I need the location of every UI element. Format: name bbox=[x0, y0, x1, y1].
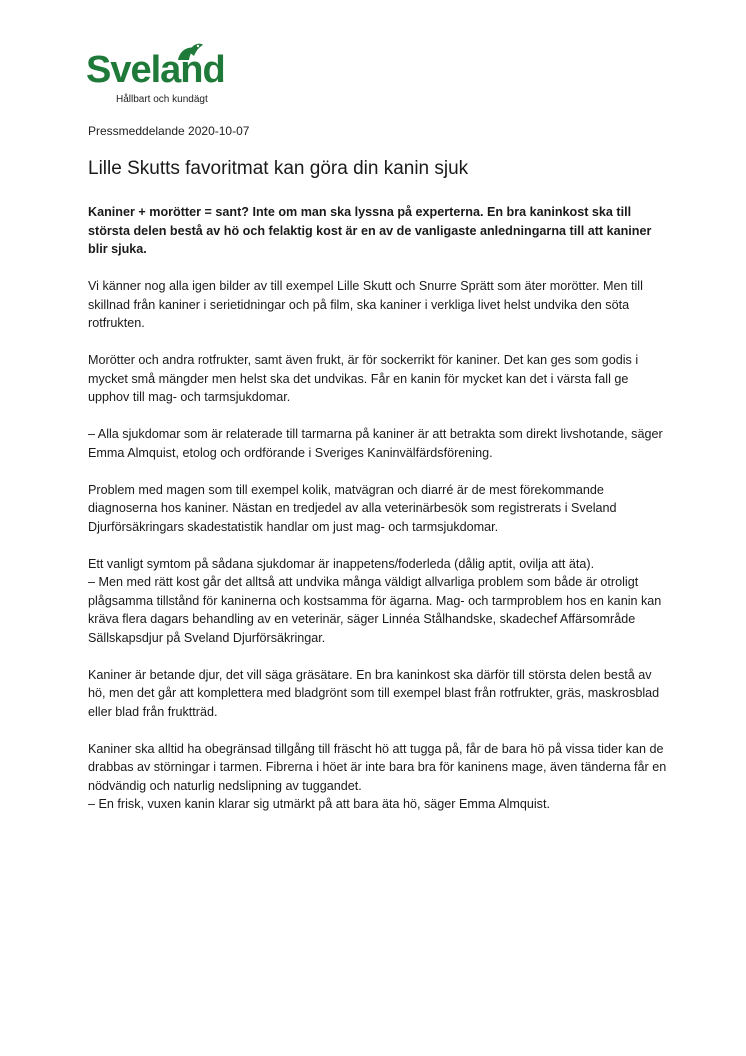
paragraph-segment: Kaniner ska alltid ha obegränsad tillgång till fräscht hö att tugga på, får de bara hö på vissa tider kan de drabbas av störningar i tarmen. Fibrerna i höet är inte bara bra för kaninens mage, även tänderna får en nödvändig och naturlig nedslipning av tuggandet. bbox=[88, 741, 667, 793]
press-release-date: Pressmeddelande 2020-10-07 bbox=[88, 124, 250, 138]
body-paragraph bbox=[88, 425, 668, 462]
paragraph-segment: – Men med rätt kost går det alltså att undvika många väldigt allvarliga problem som både är otroligt plågsamma tillstånd för kaninerna och kostsamma för ägarna. Mag- och tarmproblem hos en kanin kan kräva flera dagars behandling av en veterinär, säger Linnéa Stålhandske, skadechef Affärsområde Sällskapsdjur på Sveland Djurförsäkringar. bbox=[88, 575, 662, 645]
paragraph-segment: – Alla sjukdomar som är relaterade till tarmarna på kaniner är att betrakta som direkt livshotande, säger Emma Almquist, etolog och ordförande i Sveriges Kaninvälfärdsförening. bbox=[88, 427, 663, 460]
paragraph-segment: Ett vanligt symtom på sådana sjukdomar är inappetens/foderleda (dålig aptit, ovilja att äta). bbox=[88, 556, 595, 571]
article-body bbox=[88, 203, 668, 832]
body-paragraph bbox=[88, 666, 668, 722]
page-title: Lille Skutts favoritmat kan göra din kanin sjuk bbox=[88, 158, 469, 179]
body-paragraphs bbox=[88, 277, 668, 814]
paragraph-segment: Vi känner nog alla igen bilder av till exempel Lille Skutt och Snurre Sprätt som äter morötter. Men till skillnad från kaniner i serietidningar och på film, ska kaniner i verkliga livet helst undvika den söta rotfrukten. bbox=[88, 279, 643, 330]
paragraph-segment: – En frisk, vuxen kanin klarar sig utmärkt på att bara äta hö, säger Emma Almquist. bbox=[88, 797, 550, 811]
logo-wordmark: Sveland bbox=[86, 49, 225, 91]
paragraph-segment: Kaniner är betande djur, det vill säga gräsätare. En bra kaninkost ska därför till största delen bestå av hö, men det går att komplettera med bladgrönt som till exempel blast från rotfrukter, gräs, maskrosblad eller blad från fruktträd. bbox=[88, 667, 660, 719]
paragraph-segment: Morötter och andra rotfrukter, samt även frukt, är för sockerrikt för kaniner. Det kan ges som godis i mycket små mängder men helst ska det undvikas. Får en kanin för mycket kan det i värsta fall ge upphov till mag- och tarmsjukdomar. bbox=[88, 353, 639, 404]
body-paragraph bbox=[88, 740, 668, 814]
body-paragraph bbox=[88, 481, 668, 537]
body-paragraph bbox=[88, 555, 668, 648]
paragraph-segment: Problem med magen som till exempel kolik, matvägran och diarré är de mest förekommande diagnoserna hos kaniner. Nästan en tredjedel av alla veterinärbesök som registrerats i Sveland Djurförsäkringars skadestatistik handlar om just mag- och tarmsjukdomar. bbox=[88, 482, 617, 534]
sveland-logo bbox=[86, 42, 246, 108]
logo-tagline: Hållbart och kundägt bbox=[116, 94, 208, 105]
body-paragraph bbox=[88, 351, 668, 407]
lead-paragraph: Kaniner + morötter = sant? Inte om man ska lyssna på experterna. En bra kaninkost ska till största delen bestå av hö och felaktig kost är en av de vanligaste anledningarna till att kaniner blir sjuka. bbox=[88, 205, 652, 256]
body-paragraph bbox=[88, 277, 668, 333]
